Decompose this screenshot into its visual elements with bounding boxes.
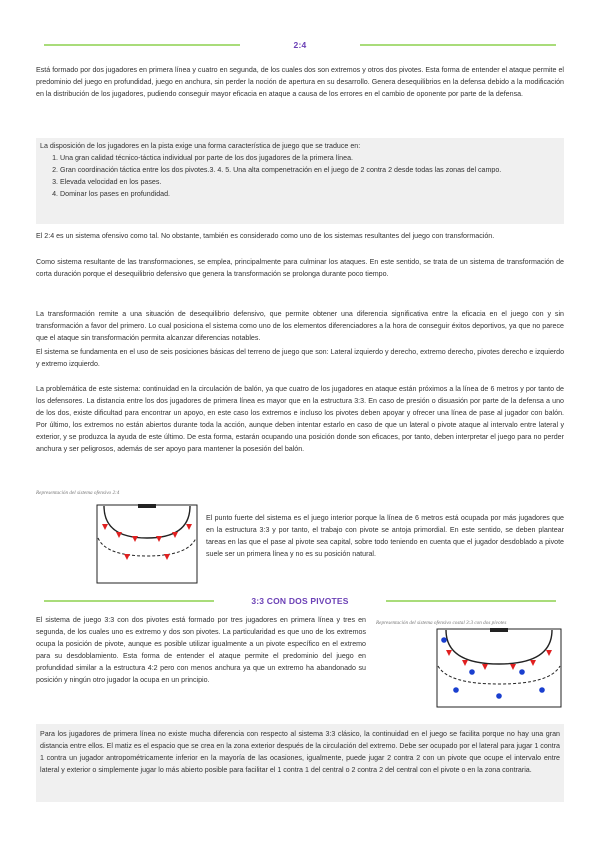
characteristics-box bbox=[36, 138, 564, 224]
section-title: 3:3 CON DOS PIVOTES bbox=[251, 596, 349, 606]
attacker-marker bbox=[539, 687, 545, 693]
paragraph: El 2:4 es un sistema ofensivo como tal. No obstante, también es considerado como uno de los sistemas resultantes del juego con transformación. bbox=[36, 232, 495, 240]
attacker-marker bbox=[441, 637, 447, 643]
paragraph: Para los jugadores de primera línea no existe mucha diferencia con respecto al sistema 3:3 clásico, la continuidad en el juego se facilita porque no hay una gran distancia entre ellos. El matiz es el espacio que se crea en la zona exterior después de la circulación del extremo. Debe ser ocupado por el lateral para jugar 1 contra 1 contra un jugador antropométricamente inferior en la mayoría de las ocasiones, igualmente, puede jugar 2 contra 2 con un pivote que ocupe el intervalo entre lateral y exterior o simplemente jugar lo más abierto posible para facilitar el 1 contra 1 del central o 2 contra 2 del central con el pivote o en la zona contraria. bbox=[40, 730, 560, 774]
paragraph: Como sistema resultante de las transformaciones, se emplea, principalmente para culminar los ataques. En este sentido, se trata de un sistema de transformación de corta duración porque el desequilibrio defensivo que genera la transformación se prolonga durante poco tiempo. bbox=[36, 258, 564, 278]
paragraph: La transformación remite a una situación de desequilibrio defensivo, que permite obtener una diferencia significativa entre la eficacia en el juego con y sin transformación a favor del primero. Lo cual posiciona el sistema como uno de los elementos diferenciadores a la hora de conseguir éxitos deportivos, ya que no parece que el ataque sin transformación permita alcanzar diferencias notables. bbox=[36, 310, 564, 342]
divider-right bbox=[386, 600, 556, 602]
list-item: 2. Gran coordinación táctica entre los dos pivotes.3. 4. 5. Una alta compenetración en el juego de 2 contra 2 desde todas las zonas del campo. bbox=[60, 164, 560, 176]
section-header-2-4 bbox=[44, 40, 556, 50]
section-title: 2:4 bbox=[293, 40, 307, 50]
handball-court-diagram-3-3 bbox=[436, 628, 562, 708]
attacker-marker bbox=[496, 693, 502, 699]
paragraph: Está formado por dos jugadores en primera línea y cuatro en segunda, de los cuales dos son extremos y otros dos pivotes. Esta forma de entender el ataque permite el predominio del juego en profundidad, juego en anchura, sin perder la noción de apertura en su desarrollo. Genera desequilibrios en la defensa debido a la modificación en la distribución de los jugadores, pudiendo conseguir mayor eficacia en ataque a causa de los errores en el cambio de oponente por parte de la defensa. bbox=[36, 66, 564, 98]
figure-caption: Representación del sistema ofensivo costal 3:3 con dos pivotes bbox=[376, 620, 507, 626]
list-item: 3. Elevada velocidad en los pases. bbox=[60, 176, 560, 188]
box-intro: La disposición de los jugadores en la pista exige una forma característica de juego que se traduce en: bbox=[40, 142, 361, 150]
divider-right bbox=[360, 44, 556, 46]
paragraph: El punto fuerte del sistema es el juego interior porque la línea de 6 metros está ocupada por más jugadores que en la estructura 3:3 y por tanto, el trabajo con pivote se antoja primordial. En este sentido, se deben plantear tareas en las que el pase al pivote sea capital, sobre todo teniendo en cuenta que el jugador desdoblado a pivote suele ser un primera línea y no es su posición natural. bbox=[206, 514, 564, 558]
court-border bbox=[97, 505, 197, 583]
section-header-3-3 bbox=[44, 596, 556, 606]
divider-left bbox=[44, 600, 214, 602]
attacker-marker bbox=[453, 687, 459, 693]
divider-left bbox=[44, 44, 240, 46]
figure-caption: Representación del sistema ofensivo 2:4 bbox=[36, 490, 120, 496]
attacker-marker bbox=[519, 669, 525, 675]
characteristics-list bbox=[40, 152, 560, 200]
paragraph: El sistema se fundamenta en el uso de seis posiciones básicas del terreno de juego que son: Lateral izquierdo y derecho, extremo derecho, pivotes derecho e izquierdo y extremo izquierdo. bbox=[36, 348, 565, 368]
paragraph: La problemática de este sistema: continuidad en la circulación de balón, ya que cuatro de los jugadores en ataque están próximos a la línea de 6 metros y por tanto de los defensores. La distancia entre los dos jugadores de primera línea es mayor que en la estructura 3:3. En caso de presión o disuasión por parte de la defensa a uno de los dos, existe dificultad para encontrar un apoyo, en este caso los extremos e incluso los pivotes deben apoyar y ofrecer una línea de pase al jugador con balón. Por último, los extremos no están abiertos durante toda la acción, aunque deben intentar estarlo en caso de que un lateral o pivote ataque al intervalo entre lateral y exterior, y se produzca la ayuda de este último. De esta forma, estarán ocupando una posición donde son eficaces, por tanto, deben interpretar el juego para no perder anchura y ser peligrosos, además de ser apoyo para mantener la posesión del balón. bbox=[36, 385, 564, 453]
goal bbox=[490, 628, 508, 632]
paragraph: El sistema de juego 3:3 con dos pivotes está formado por tres jugadores en primera línea y tres en segunda, de los cuales uno es extremo y dos son pivotes. La particularidad es que uno de los extremos ocupa la posición de pivote, aunque es posible utilizar igualmente a un pivote específico en el extremo para su desdoblamiento. Esta forma de entender el ataque permite el predominio del juego en profundidad similar a la estructura 4:2 pero con menos anchura ya que un extremo ha abandonado su posición y ningún otro jugador la ocupa en un principio. bbox=[36, 616, 366, 684]
closing-box bbox=[36, 724, 564, 802]
list-item: 4. Dominar los pases en profundidad. bbox=[60, 188, 560, 200]
attacker-marker bbox=[469, 669, 475, 675]
goal bbox=[138, 504, 156, 508]
handball-court-diagram-2-4 bbox=[96, 504, 198, 584]
list-item: 1. Una gran calidad técnico-táctica individual por parte de los dos jugadores de la primera línea. bbox=[60, 152, 560, 164]
